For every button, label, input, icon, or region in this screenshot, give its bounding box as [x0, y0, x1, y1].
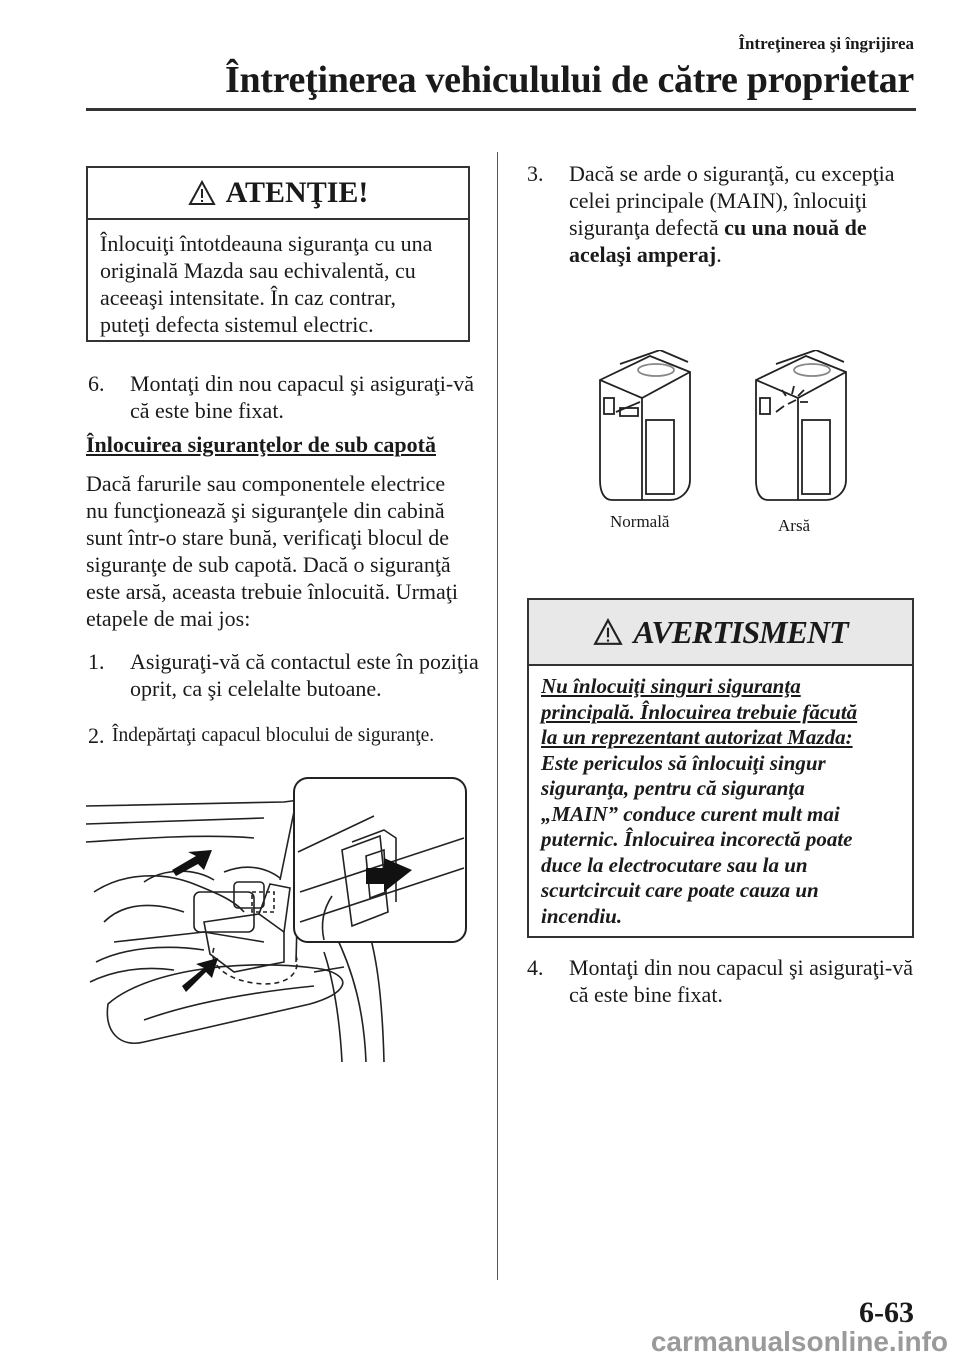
- warning-text: [529, 666, 912, 929]
- warning-line: duce la electrocutare sau la un: [541, 852, 808, 877]
- step-number: 4.: [527, 955, 544, 980]
- warning-line: puternic. Înlocuirea incorectă poate: [541, 827, 853, 851]
- step-1: [88, 648, 488, 702]
- warning-triangle-icon: [188, 180, 216, 206]
- fuse-blown-label: Arsă: [778, 516, 811, 535]
- caution-line: originală Mazda sau echivalentă, cu: [100, 258, 416, 283]
- step-number: 3.: [527, 161, 544, 186]
- step-2: [88, 722, 488, 749]
- caution-line: aceeaşi intensitate. În caz contrar,: [100, 285, 396, 310]
- step-text: oprit, ca şi celelalte butoane.: [130, 676, 382, 701]
- warning-box: [527, 598, 914, 938]
- step-text-bold: acelaşi amperaj: [569, 242, 717, 267]
- step-number: 1.: [88, 649, 105, 674]
- step-text: Montaţi din nou capacul şi asiguraţi-vă: [130, 371, 474, 396]
- step-number: 6.: [88, 371, 105, 396]
- caution-line: puteţi defecta sistemul electric.: [100, 312, 374, 337]
- intro-line: etapele de mai jos:: [86, 606, 251, 631]
- warning-line: „MAIN” conduce curent mult mai: [541, 801, 840, 826]
- caution-text: [88, 220, 468, 338]
- step-text-part: .: [716, 242, 722, 267]
- intro-paragraph: [86, 470, 486, 632]
- step-text: celei principale (MAIN), înlocuiţi: [569, 188, 868, 213]
- intro-line: este arsă, aceasta trebuie înlocuită. Urmaţi: [86, 579, 458, 604]
- warning-line: siguranţa, pentru că siguranţa: [541, 776, 805, 800]
- step-text: Îndepărtaţi capacul blocului de siguranţe.: [112, 725, 435, 746]
- step-text-bold: cu una nouă de: [724, 215, 867, 240]
- intro-line: nu funcţionează şi siguranţele din cabină: [86, 498, 445, 523]
- step-text: Montaţi din nou capacul şi asiguraţi-vă: [569, 955, 913, 980]
- section-subheading: Înlocuirea siguranţelor de sub capotă: [86, 432, 436, 457]
- warning-triangle-icon: [593, 618, 623, 646]
- page-number: 6-63: [859, 1296, 914, 1329]
- step-3: [527, 160, 927, 268]
- warning-underlined-line: la un reprezentant autorizat Mazda:: [541, 725, 853, 749]
- watermark: carmanualsonline.info: [650, 1326, 948, 1357]
- step-text: Dacă se arde o siguranţă, cu excepţia: [569, 161, 895, 186]
- step-text: [569, 214, 927, 241]
- caution-line: Înlocuiţi întotdeauna siguranţa cu una: [100, 231, 433, 256]
- warning-line: incendiu.: [541, 903, 623, 928]
- engine-bay-illustration: [84, 772, 470, 1062]
- fuse-normal-label: Normală: [610, 512, 670, 531]
- warning-underlined-line: Nu înlocuiţi singuri siguranţa: [541, 674, 801, 698]
- warning-underlined-line: principală. Înlocuirea trebuie făcută: [541, 699, 858, 724]
- column-divider: [497, 152, 498, 1280]
- fuse-blown-illustration: [746, 350, 856, 510]
- intro-line: siguranţe de sub capotă. Dacă o siguranţă: [86, 552, 451, 577]
- section-label: Întreţinerea şi îngrijirea: [738, 34, 914, 53]
- step-text: că este bine fixat.: [569, 982, 723, 1007]
- header-divider: [86, 108, 916, 111]
- caution-title: ATENŢIE!: [225, 176, 369, 209]
- step-text-part: siguranţa defectă: [569, 215, 725, 240]
- step-text: [569, 241, 927, 268]
- step-text: că este bine fixat.: [130, 398, 284, 423]
- intro-line: sunt într-o stare bună, verificaţi blocul de: [86, 525, 450, 550]
- step-text: Asiguraţi-vă că contactul este în poziţia: [130, 649, 479, 674]
- page-title: Întreţinerea vehiculului de către proprietar: [224, 59, 914, 101]
- step-6: [88, 370, 488, 424]
- step-number: 2.: [88, 723, 105, 748]
- fuse-normal-illustration: [590, 350, 700, 510]
- caution-header: [88, 168, 468, 220]
- intro-line: Dacă farurile sau componentele electrice: [86, 471, 446, 496]
- warning-line: Este periculos să înlocuiţi singur: [541, 750, 826, 775]
- warning-line: scurtcircuit care poate cauza un: [541, 878, 819, 902]
- warning-header: [529, 600, 912, 666]
- warning-title: AVERTISMENT: [633, 613, 848, 650]
- caution-box: [86, 166, 470, 342]
- step-4: [527, 954, 927, 1008]
